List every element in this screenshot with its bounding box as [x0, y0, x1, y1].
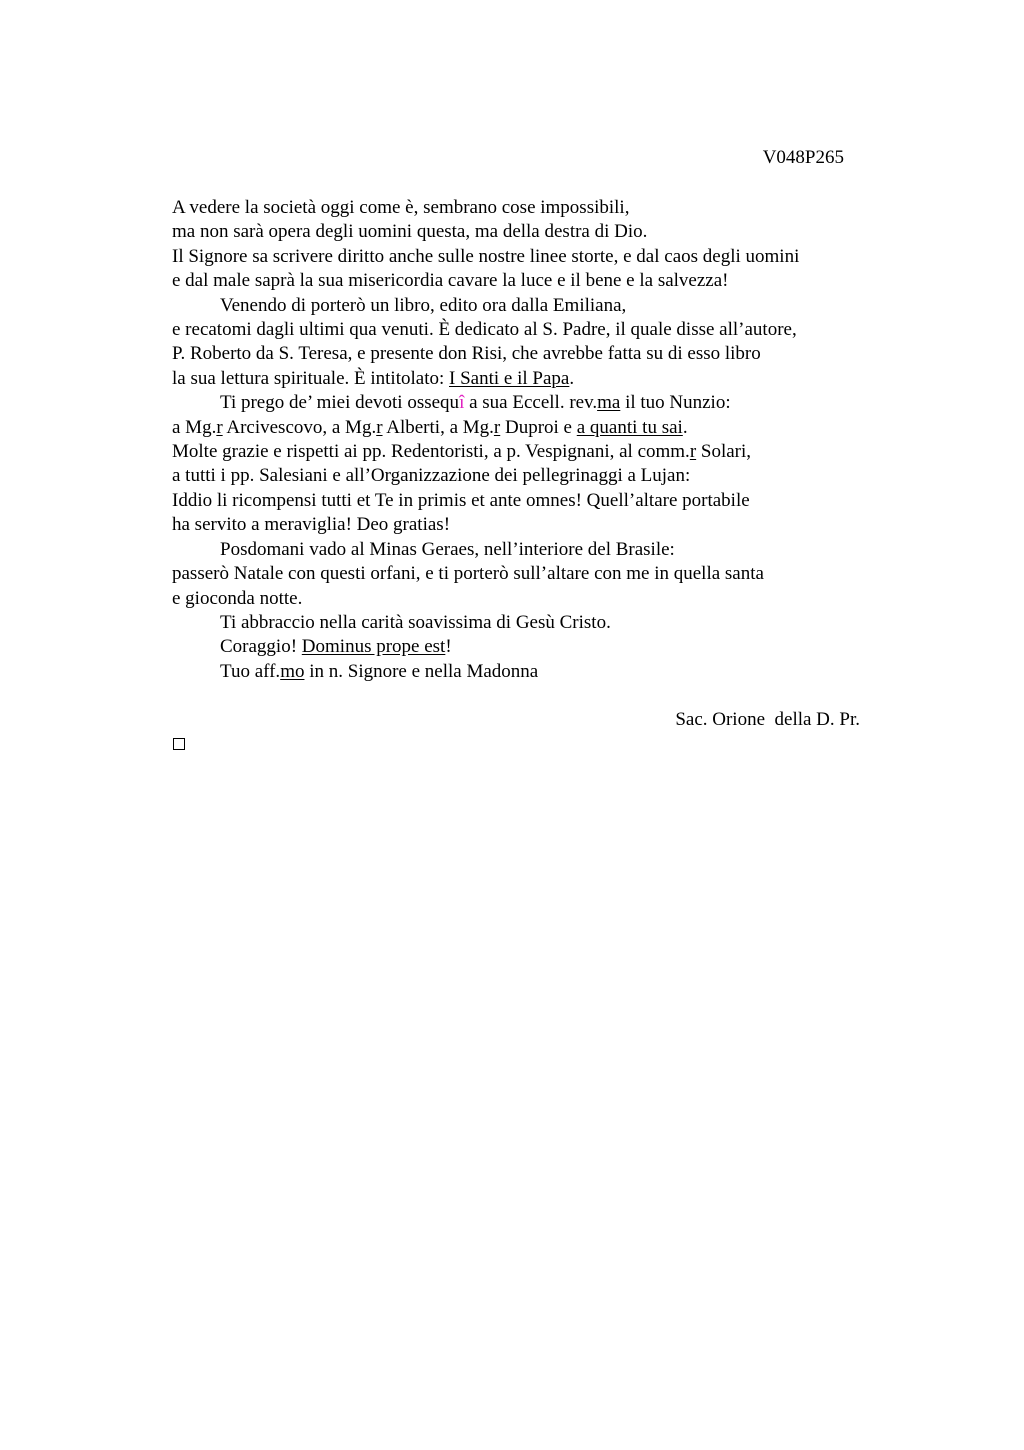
text-line: [172, 440, 892, 464]
text-line: [172, 562, 892, 586]
text-segment: .: [682, 416, 688, 438]
text-segment: Il Signore sa scrivere diritto anche sulle nostre linee storte, e dal caos degli uomini: [172, 245, 800, 267]
text-line: [172, 635, 892, 659]
text-segment: e dal male saprà la sua misericordia cavare la luce e il bene e la salvezza!: [172, 270, 729, 292]
text-line: [172, 611, 892, 635]
highlighted-character: î: [459, 392, 465, 414]
text-segment: il tuo Nunzio:: [620, 392, 731, 414]
text-segment: Venendo di porterò un libro, edito ora dalla Emiliana,: [220, 294, 627, 316]
text-line: [172, 416, 892, 440]
text-segment: ma non sarà opera degli uomini questa, ma della destra di Dio.: [172, 221, 648, 243]
text-line: [172, 391, 892, 415]
underlined-text: ma: [597, 392, 621, 414]
text-line: [172, 513, 892, 537]
text-line: [172, 220, 892, 244]
text-segment: Solari,: [696, 441, 752, 463]
text-line: [172, 245, 892, 269]
text-segment: ha servito a meraviglia! Deo gratias!: [172, 514, 451, 536]
text-segment: a Mg.: [172, 416, 217, 438]
text-segment: e recatomi dagli ultimi qua venuti. È dedicato al S. Padre, il quale disse all’autore,: [172, 319, 797, 341]
text-segment: a tutti i pp. Salesiani e all’Organizzazione dei pellegrinaggi a Lujan:: [172, 465, 691, 487]
underlined-text: Dominus prope est: [301, 636, 446, 658]
text-line: [172, 196, 892, 220]
text-line: [172, 367, 892, 391]
underlined-text: r: [689, 441, 697, 463]
text-line: [172, 342, 892, 366]
text-segment: a sua Eccell. rev.: [464, 392, 598, 414]
underlined-text: r: [493, 416, 501, 438]
text-segment: la sua lettura spirituale. È intitolato:: [172, 367, 450, 389]
text-segment: !: [445, 636, 452, 658]
text-segment: A vedere la società oggi come è, sembrano cose impossibili,: [172, 197, 630, 218]
underlined-text: r: [376, 416, 383, 438]
text-segment: Molte grazie e rispetti ai pp. Redentoristi, a p. Vespignani, al comm.: [172, 441, 690, 463]
text-segment: Arcivescovo, a Mg.: [222, 416, 377, 438]
checkbox-square-icon: [173, 738, 185, 750]
text-segment: e gioconda notte.: [172, 587, 303, 609]
text-line: [172, 660, 892, 684]
text-line: [172, 464, 892, 488]
text-line: [172, 587, 892, 611]
text-line: [172, 294, 892, 318]
text-segment: Iddio li ricompensi tutti et Te in primis et ante omnes! Quell’altare portabile: [172, 489, 750, 511]
underlined-text: I Santi e il Papa: [449, 367, 570, 389]
text-segment: Posdomani vado al Minas Geraes, nell’interiore del Brasile:: [220, 538, 675, 560]
underlined-text: a quanti tu sai: [576, 416, 683, 438]
text-segment: Coraggio!: [220, 636, 302, 658]
text-segment: Ti prego de’ miei devoti ossequ: [220, 392, 460, 414]
signature: Sac. Orione della D. Pr.: [675, 709, 860, 730]
text-segment: Tuo aff.: [220, 660, 281, 682]
page-id: V048P265: [762, 147, 844, 168]
text-segment: Duproi e: [500, 416, 577, 438]
letter-body: [172, 196, 892, 684]
text-line: [172, 489, 892, 513]
text-line: [172, 318, 892, 342]
text-segment: Alberti, a Mg.: [382, 416, 494, 438]
underlined-text: r: [216, 416, 223, 438]
text-line: [172, 269, 892, 293]
text-segment: passerò Natale con questi orfani, e ti porterò sull’altare con me in quella santa: [172, 563, 764, 585]
text-line: [172, 538, 892, 562]
text-segment: P. Roberto da S. Teresa, e presente don Risi, che avrebbe fatta su di esso libro: [172, 343, 761, 365]
text-segment: .: [569, 367, 575, 389]
underlined-text: mo: [280, 660, 305, 682]
text-segment: in n. Signore e nella Madonna: [304, 660, 539, 682]
text-segment: Ti abbraccio nella carità soavissima di Gesù Cristo.: [220, 611, 611, 633]
